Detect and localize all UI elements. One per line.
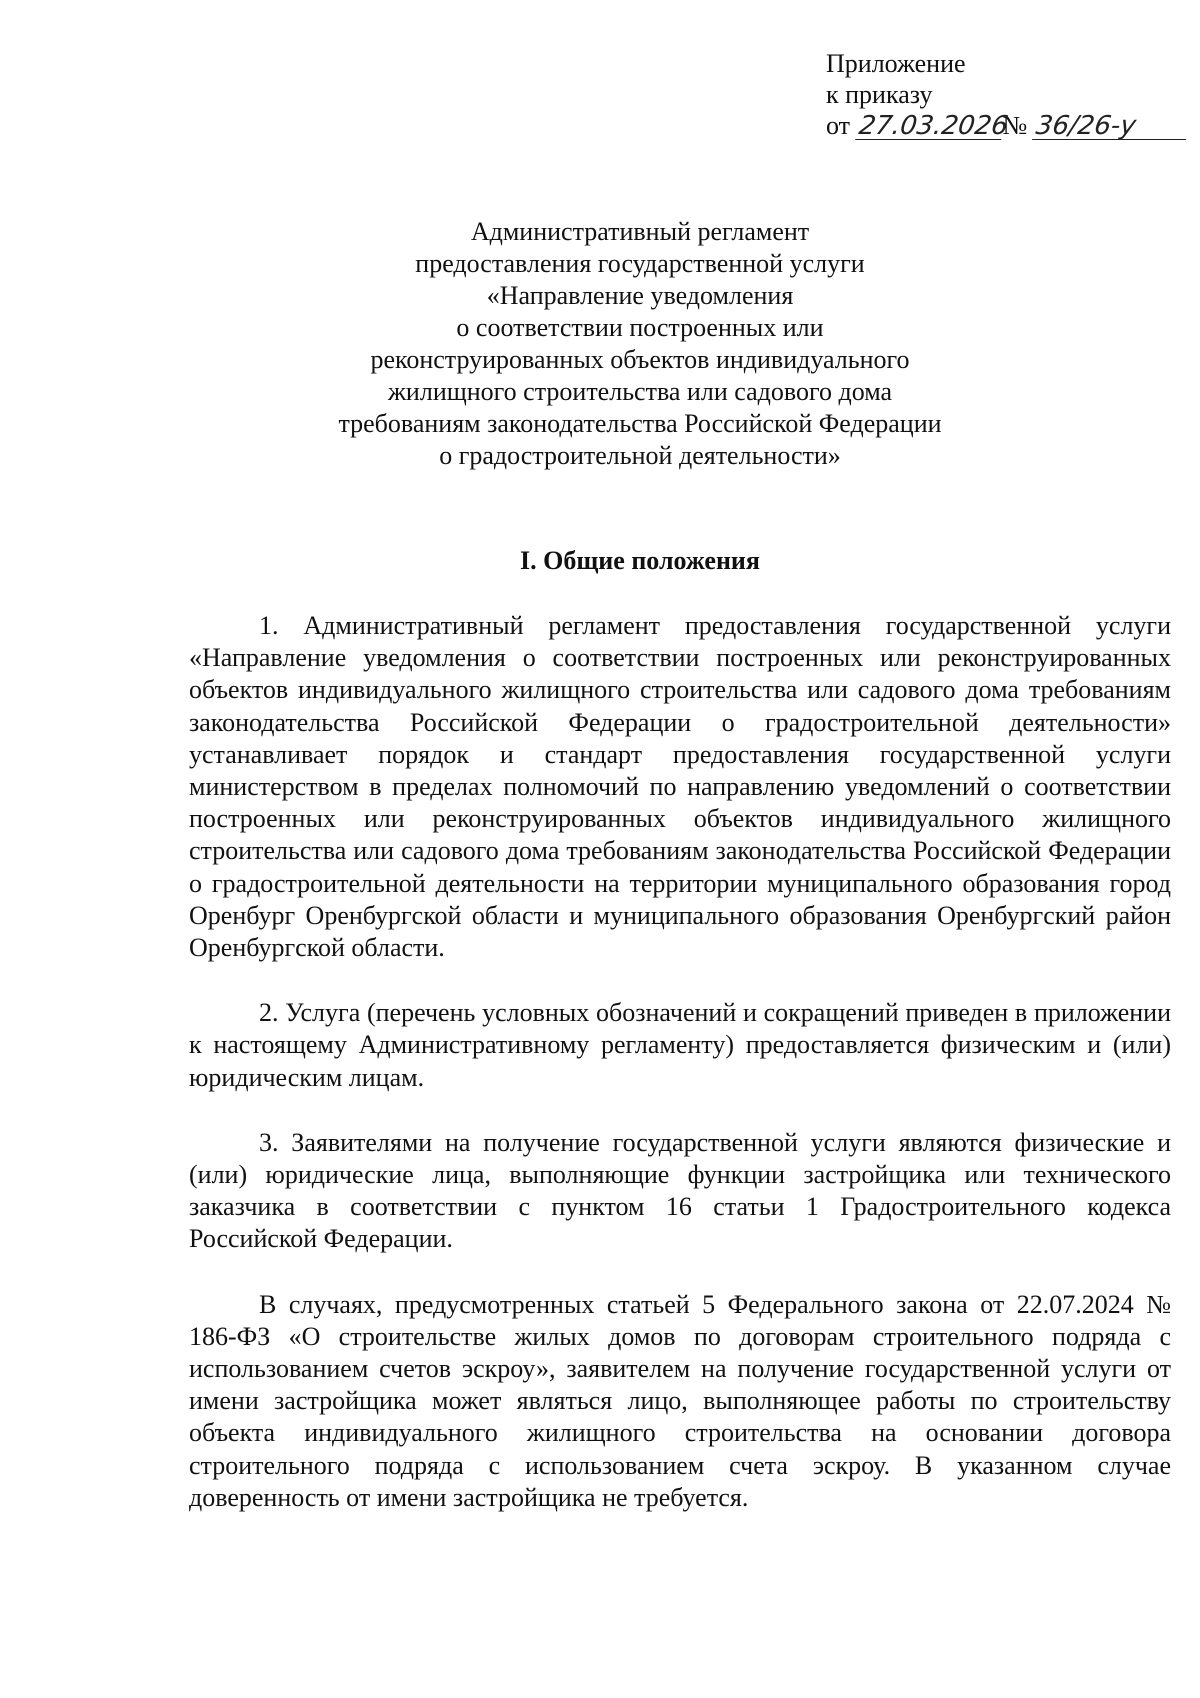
title-line: «Направление уведомления bbox=[486, 281, 794, 310]
appendix-label: Приложение bbox=[826, 49, 966, 78]
number-sign: № bbox=[1002, 111, 1028, 140]
appendix-date-number-line bbox=[826, 110, 1188, 141]
appendix-from-label: от bbox=[826, 111, 851, 140]
document-title bbox=[200, 216, 1080, 472]
paragraph-2: 2. Услуга (перечень условных обозначений и сокращений приведен в приложении к настоящему Административному регламенту) предоставляется физическим и (или) юридическим лицам. bbox=[189, 998, 1171, 1092]
title-line: предоставления государственной услуги bbox=[415, 249, 865, 278]
paragraph-4: В случаях, предусмотренных статьей 5 Федерального закона от 22.07.2024 № 186-ФЗ «О строительстве жилых домов по договорам строительного подряда с использованием счетов эскроу», заявителем на получение государственной услуги от имени застройщика может являться лицо, выполняющее работы по строительству объекта индивидуального жилищного строительства на основании договора строительного подряда с использованием счета эскроу. В указанном случае доверенность от имени застройщика не требуется. bbox=[189, 1289, 1171, 1512]
paragraph-1: 1. Административный регламент предоставления государственной услуги «Направление уведомления о соответствии построенных или реконструированных объектов индивидуального жилищного строительства или садового дома требованиям законодательства Российской Федерации о градостроительной деятельности» устанавливает порядок и стандарт предоставления государственной услуги министерством в пределах полномочий по направлению уведомлений о соответствии построенных или реконструированных объектов индивидуального жилищного строительства или садового дома требованиям законодательства Российской Федерации о градостроительной деятельности на территории муниципального образования город Оренбург Оренбургской области и муниципального образования Оренбургский район Оренбургской области. bbox=[189, 611, 1171, 963]
handwritten-date: 27.03.2026 bbox=[856, 111, 1010, 141]
title-line: требованиям законодательства Российской Федерации bbox=[338, 409, 942, 438]
document-body bbox=[189, 610, 1171, 1547]
title-line: о градостроительной деятельности» bbox=[439, 441, 841, 470]
title-line: о соответствии построенных или bbox=[456, 313, 824, 342]
title-line: Административный регламент bbox=[470, 217, 810, 246]
handwritten-number: 36/26-у bbox=[1032, 113, 1190, 140]
appendix-order-ref: к приказу bbox=[826, 80, 933, 109]
appendix-block bbox=[826, 48, 1188, 141]
section-heading: I. Общие положения bbox=[520, 546, 760, 575]
paragraph-3: 3. Заявителями на получение государственной услуги являются физические и (или) юридические лица, выполняющие функции застройщика или технического заказчика в соответствии с пунктом 16 статьи 1 Градостроительного кодекса Российской Федерации. bbox=[189, 1127, 1171, 1254]
title-line: реконструированных объектов индивидуального bbox=[370, 345, 910, 374]
title-line: жилищного строительства или садового дома bbox=[387, 377, 893, 406]
